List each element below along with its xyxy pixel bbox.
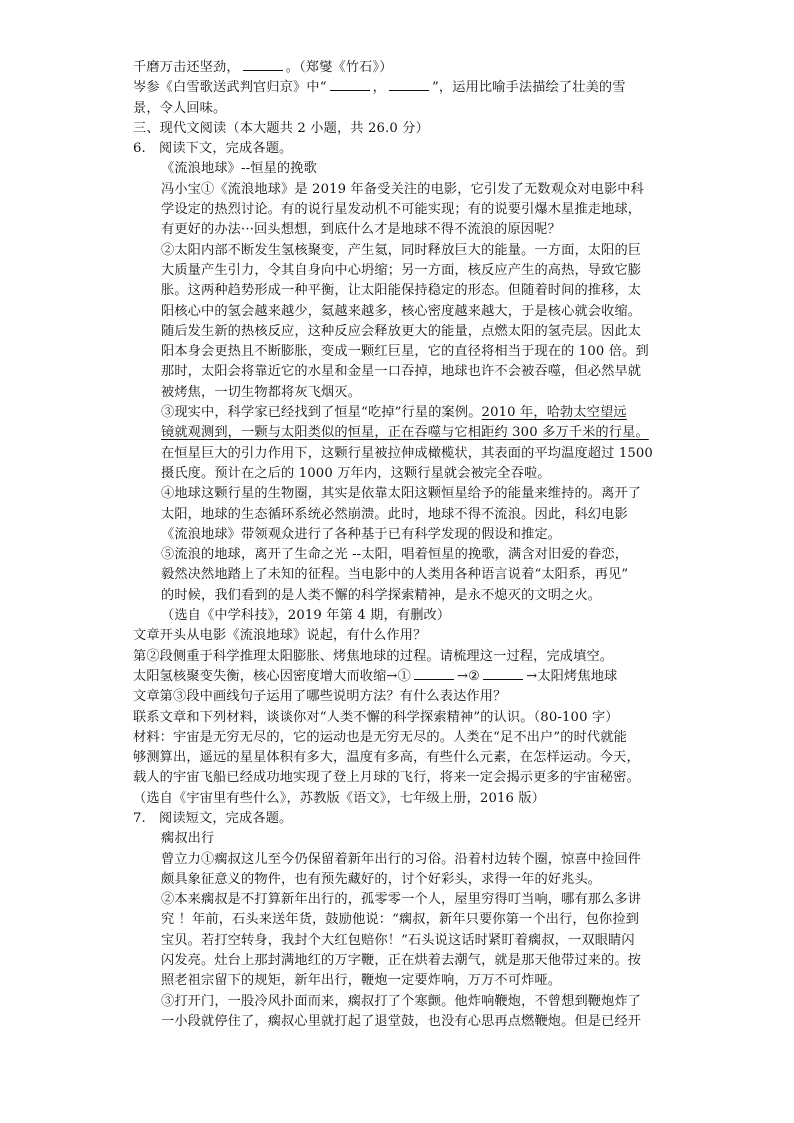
answer-blank[interactable] [243, 58, 283, 71]
text-line: 太阳，地球的生态循环系统必然崩溃。此时，地球不得不流浪。因此，科幻电影 [161, 506, 628, 522]
text-line: 胀。这两种趋势形成一种平衡，让太阳能保持稳定的形态。但随着时间的推移，太 [161, 283, 642, 299]
answer-blank[interactable] [389, 78, 429, 91]
text-line: 大质量产生引力，令其自身向中心坍缩；另一方面，核反应产生的高热，导致它膨 [161, 262, 642, 278]
text-line: 景，令人回味。 [133, 100, 227, 116]
text-line: 学设定的热烈讨论。有的说行星发动机不可能实现；有的说要引爆木星推走地球， [161, 202, 642, 218]
question-7: 7. 阅读短文，完成各题。 [133, 810, 293, 826]
answer-blank[interactable] [483, 667, 523, 680]
sub-question: 第②段侧重于科学推理太阳膨胀、烤焦地球的过程。请梳理这一过程，完成填空。 [133, 648, 614, 664]
text-line: 宝贝。若打空转身，我封个大红包赔你！”石头说这话时紧盯着瘸叔，一双眼睛闪 [161, 932, 635, 948]
text-line: 在恒星巨大的引力作用下，这颗行星被拉伸成橄榄状，其表面的平均温度超过 1500 [161, 445, 653, 461]
text-line: 照老祖宗留下的规矩，新年出行，鞭炮一定要炸响，万万不可炸哑。 [161, 973, 562, 989]
underlined-sentence: 2010 年，哈勃太空望远 [481, 405, 627, 421]
poem-line-1: 千磨万击还坚劲， 。（郑燮《竹石》） [133, 60, 393, 75]
poem-line-2: 岑参《白雪歌送武判官归京》中“ ， ”，运用比喻手法描绘了壮美的雪 [133, 80, 626, 96]
text-line: 随后发生新的热核反应，这种反应会释放更大的能量，点燃太阳的氢壳层。因此太 [161, 323, 642, 339]
text-line: ②本来瘸叔是不打算新年出行的，孤零零一个人，屋里穷得叮当响，哪有那么多讲 [161, 892, 642, 908]
text-line: 曾立力①瘸叔这儿至今仍保留着新年出行的习俗。沿着村边转个圈，惊喜中捡回件 [161, 851, 642, 867]
text-line: ②太阳内部不断发生氢核聚变，产生氦，同时释放巨大的能量。一方面，太阳的巨 [161, 242, 642, 258]
text-line: 有更好的办法···回头想想，到底什么才是地球不得不流浪的原因呢？ [161, 222, 561, 238]
text-line: 阳核心中的氢会越来越少，氦越来越多，核心密度越来越大，于是核心就会收缩。 [161, 303, 642, 319]
text-line: 被烤焦，一切生物都将灰飞烟灭。 [161, 384, 362, 400]
text-line [133, 423, 663, 443]
text-line: ⑤流浪的地球，离开了生命之光 --太阳，唱着恒星的挽歌，满含对旧爱的眷恋， [161, 547, 629, 563]
sub-question: 联系文章和下列材料，谈谈你对“人类不懈的科学探索精神”的认识。（80-100 字） [133, 709, 619, 725]
text-line: 毅然决然地踏上了未知的征程。当电影中的人类用各种语言说着“太阳系，再见” [161, 567, 629, 583]
text-line: 究 ！年前，石头来送年货，鼓励他说：“瘸叔，新年只要你第一个出行，包你捡到 [161, 912, 640, 928]
text-line: 一小段就停住了，瘸叔心里就打起了退堂鼓，也没有心思再点燃鞭炮。但是已经开 [161, 1013, 642, 1029]
source-note: （选自《中学科技》，2019 年第 4 期，有删改） [161, 608, 451, 624]
material-line: 材料：宇宙是无穷无尽的，它的运动也是无穷无尽的。人类在“足不出户”的时代就能 [133, 729, 627, 745]
section-heading: 三、现代文阅读（本大题共 2 小题，共 26.0 分） [133, 120, 429, 136]
sub-question: 文章第③段中画线句子运用了哪些说明方法？有什么表达作用？ [133, 689, 507, 705]
fill-blank-line: 太阳氢核聚变失衡，核心因密度增大而收缩→① →② →太阳烤焦地球 [133, 668, 618, 684]
text-line: 《流浪地球》带领观众进行了各种基于已有科学发现的假设和推定。 [161, 526, 562, 542]
answer-blank[interactable] [414, 667, 454, 680]
answer-blank[interactable] [330, 78, 370, 91]
sub-question: 文章开头从电影《流浪地球》说起，有什么作用？ [133, 628, 427, 644]
text-line: 的时候，我们看到的是人类不懈的科学探索精神，是永不熄灭的文明之火。 [161, 587, 602, 603]
material-line: 载人的宇宙飞船已经成功地实现了登上月球的飞行，将来一定会揭示更多的宇宙秘密。 [133, 770, 640, 786]
question-6: 6. 阅读下文，完成各题。 [133, 141, 293, 157]
text-line: ③现实中，科学家已经找到了恒星“吃掉”行星的案例。2010 年，哈勃太空望远 [161, 405, 627, 421]
text-line: ④地球这颗行星的生物圈，其实是依靠太阳这颗恒星给予的能量来维持的。离开了 [161, 486, 642, 502]
text-line: ③打开门，一股冷风扑面而来，瘸叔打了个寒颤。他炸响鞭炮，不曾想到鞭炮炸了 [161, 993, 642, 1009]
document-page [133, 58, 663, 1032]
text-line: 冯小宝①《流浪地球》是 2019 年备受关注的电影，它引发了无数观众对电影中科 [161, 181, 644, 197]
text-line: 那时，太阳会将靠近它的水星和金星一口吞掉，地球也许不会被吞噬，但必然早就 [161, 364, 642, 380]
underlined-sentence: 镜就观测到，一颗与太阳类似的恒星，正在吞噬与它相距约 300 多万千米的行星。 [161, 425, 649, 441]
material-line: 够测算出，遥远的星星体积有多大，温度有多高，有些什么元素，在怎样运动。今天， [133, 750, 640, 766]
text-line: 阳本身会更热且不断膨胀，变成一颗红巨星，它的直径将相当于现在的 100 倍。到 [161, 344, 649, 360]
text-line: 闪发亮。灶台上那封满地红的万字鞭，正在烘着去潮气，就是那天他带过来的。按 [161, 953, 642, 969]
article-title: 《流浪地球》--恒星的挽歌 [161, 161, 317, 177]
text-line: 摄氏度。预计在之后的 1000 万年内，这颗行星就会被完全吞啦。 [161, 465, 551, 481]
text-line: 颇具象征意义的物件，也有预先藏好的，讨个好彩头，求得一年的好兆头。 [161, 871, 602, 887]
article-title: 瘸叔出行 [161, 831, 215, 847]
material-source: （选自《宇宙里有些什么》，苏教版《语文》，七年级上册，2016 版） [133, 790, 546, 806]
